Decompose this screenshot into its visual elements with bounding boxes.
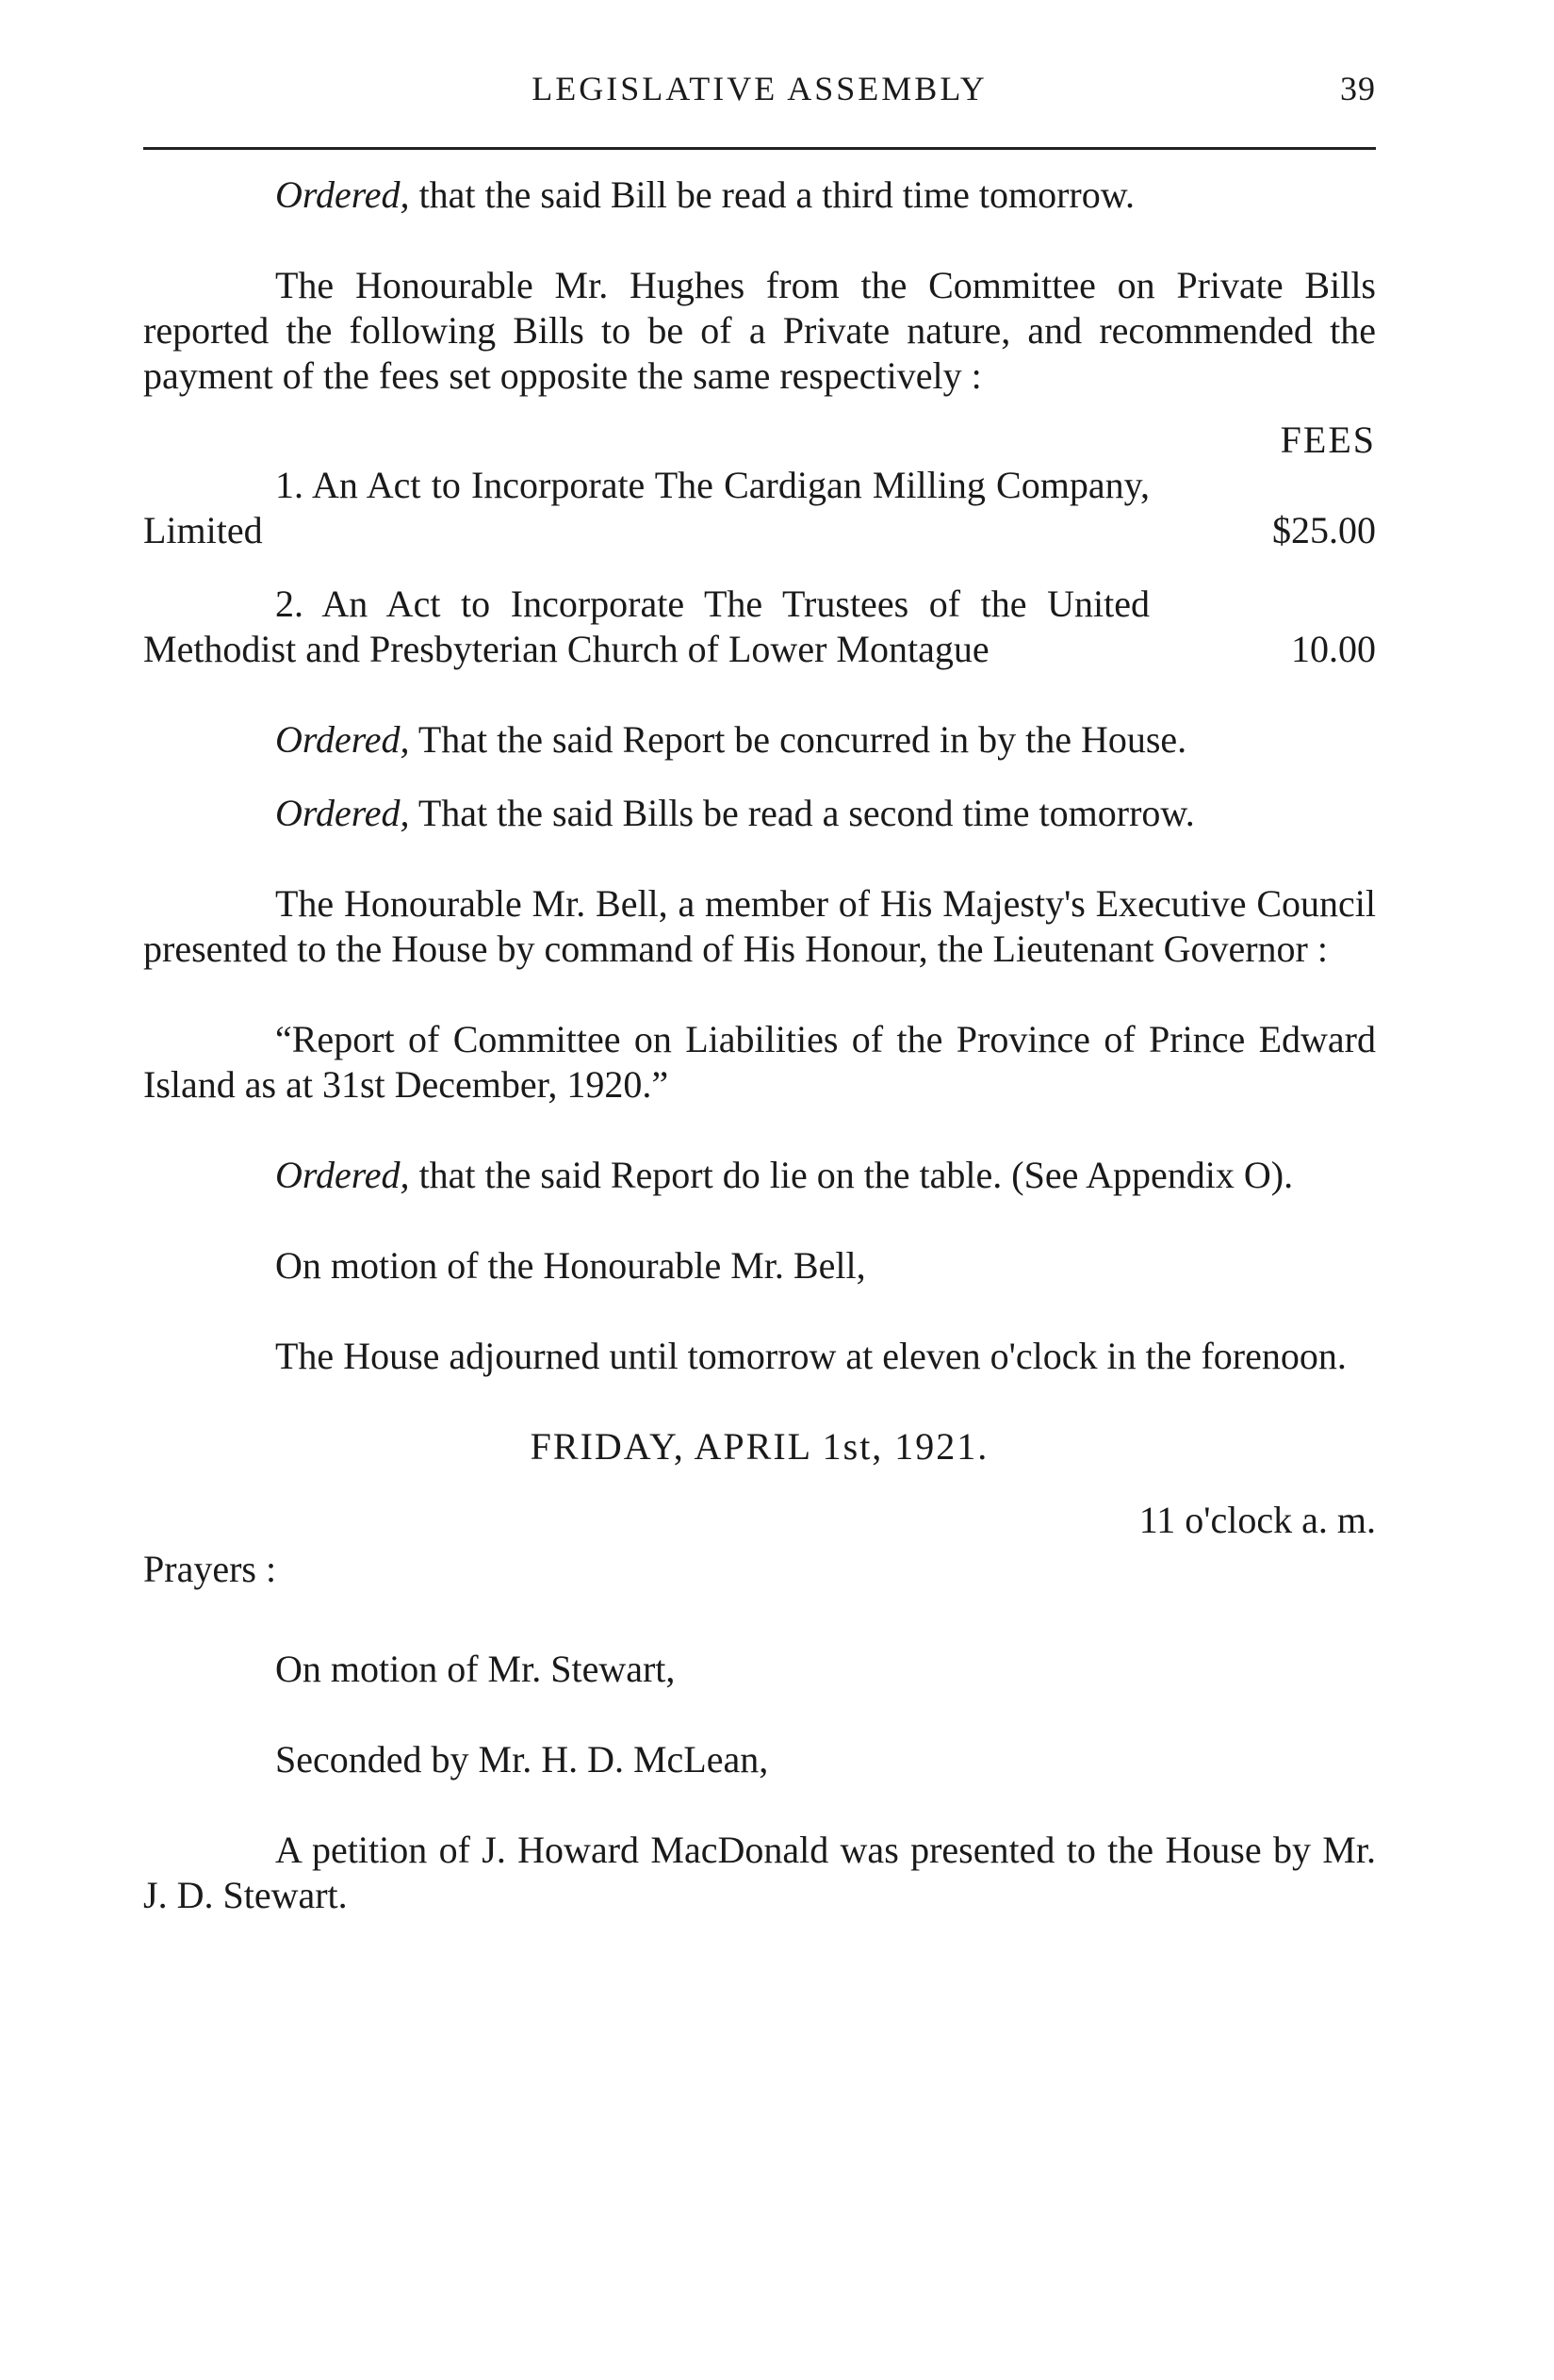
paragraph-motion-bell: On motion of the Honourable Mr. Bell, [275,1244,866,1287]
paragraph-seconded: Seconded by Mr. H. D. McLean, [275,1738,769,1781]
bill-item [143,582,1376,672]
paragraph-report-title: “Report of Committee on Liabilities of the Province of Prince Edward Island as at 31st December, 1920.” [143,1018,1376,1106]
paragraph-lie-on-table [143,1153,1376,1198]
prayers-block [143,1498,1376,1601]
header-rule [143,147,1376,150]
page-header [143,57,1376,113]
bill-text: 1. An Act to Incorporate The Cardigan Milling Company, Limited [143,464,1150,551]
paragraph-ordered-third-reading [143,172,1376,218]
bill-text: 2. An Act to Incorporate The Trustees of the United Methodist and Presbyterian Church of Lower Montague [143,583,1150,670]
running-title: LEGISLATIVE ASSEMBLY [532,70,988,107]
paragraph-text: that the said Bill be read a third time tomorrow. [409,173,1135,216]
date-heading: FRIDAY, APRIL 1st, 1921. [530,1425,990,1468]
document-page [143,57,1376,1918]
paragraph-text: That the said Report be concurred in by the House. [409,718,1187,761]
page-number: 39 [1340,70,1376,107]
paragraph-petition: A petition of J. Howard MacDonald was presented to the House by Mr. J. D. Stewart. [143,1829,1376,1916]
paragraph-bell-presented: The Honourable Mr. Bell, a member of His Majesty's Executive Council presented to the House by command of His Honour, the Lieutenant Governor : [143,882,1376,970]
ordered-italic: Ordered, [275,1154,410,1196]
paragraph-committee-report: The Honourable Mr. Hughes from the Committee on Private Bills reported the following Bills to be of a Private nature, and recommended the payment of the fees set opposite the same respectively : [143,264,1376,397]
paragraph-second-reading [143,791,1376,836]
ordered-italic: Ordered, [275,792,410,834]
fees-column-label: FEES [1280,419,1376,461]
paragraph-text: that the said Report do lie on the table. (See Appendix O). [409,1154,1294,1196]
bill-item [143,463,1376,553]
bill-fee: 10.00 [1291,628,1376,670]
ordered-italic: Ordered, [275,718,410,761]
paragraph-report-concurred [143,717,1376,763]
paragraph-text: That the said Bills be read a second time tomorrow. [409,792,1195,834]
prayers-label: Prayers : [143,1548,277,1590]
paragraph-house-adjourned: The House adjourned until tomorrow at eleven o'clock in the forenoon. [275,1335,1347,1377]
paragraph-motion-stewart: On motion of Mr. Stewart, [275,1648,676,1690]
bill-fee: $25.00 [1272,509,1376,551]
ordered-italic: Ordered, [275,173,410,216]
session-time: 11 o'clock a. m. [1138,1499,1376,1541]
